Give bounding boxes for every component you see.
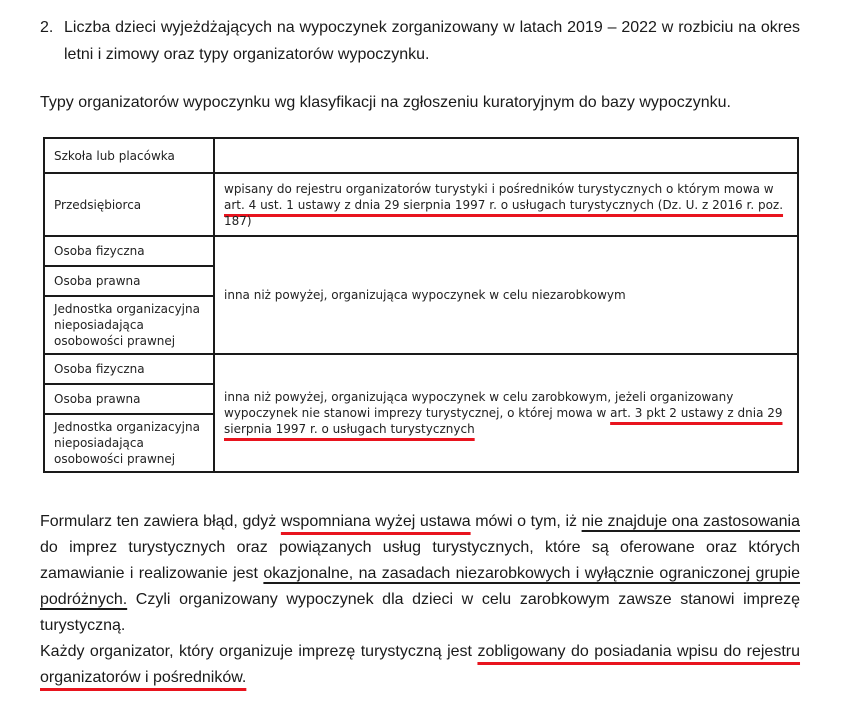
desc-cell [214,354,798,472]
table-row [44,354,798,384]
red-underlined-text: art. 3 pkt 2 ustawy z dnia 29 sierpnia 1997 r. o usługach turystycznych [224,406,783,436]
text-run: do imprez turystycznych oraz powiązanych usług turystycznych, które są oferowane oraz których zamawianie i realizowanie jest [40,539,800,582]
label-cell: Szkoła lub placówka [44,138,214,173]
section-heading [40,14,800,68]
table-row [44,236,798,266]
desc-cell [214,138,798,173]
desc-text: inna niż powyżej, organizująca wypoczynek w celu zarobkowym, jeżeli organizowany wypoczynek nie stanowi imprezy turystycznej, o której mowa w [224,390,734,420]
text-run: Formularz ten zawiera błąd, gdyż [40,513,281,530]
label-cell: Osoba fizyczna [44,236,214,266]
heading-number: 2. [40,19,54,36]
red-underlined-text: art. 4 ust. 1 ustawy z dnia 29 sierpnia 1997 r. o usługach turystycznych (Dz. U. z 2016 r. poz. [224,197,784,212]
red-underlined-text: wspomniana wyżej ustawa [280,513,471,530]
second-paragraph [40,639,800,691]
label-cell: Osoba prawna [44,384,214,414]
red-underlined-text: zobligowany do posiadania wpisu do rejestru organizatorów i pośredników. [40,643,801,686]
text-run: Każdy organizator, który organizuje imprezę turystyczną jest [40,643,478,660]
table-caption: Typy organizatorów wypoczynku wg klasyfikacji na zgłoszeniu kuratoryjnym do bazy wypoczynku. [40,94,731,111]
underlined-text: okazjonalne, na zasadach niezarobkowych i wyłącznie ograniczonej grupie podróżnych. [40,565,801,608]
label-cell: Jednostka organizacyjna nieposiadająca osobowości prawnej [44,414,214,472]
desc-cell [214,173,798,236]
label-cell: Osoba fizyczna [44,354,214,384]
underlined-text: nie znajduje ona zastosowania [581,513,800,530]
label-cell: Przedsiębiorca [44,173,214,236]
table-row [44,173,798,236]
commentary-paragraph [40,509,800,691]
text-run: mówi o tym, iż [470,513,582,530]
label-cell: Jednostka organizacyjna nieposiadająca osobowości prawnej [44,296,214,354]
text-run: Czyli organizowany wypoczynek dla dzieci w celu zarobkowym zawsze stanowi imprezę turystyczną. [40,591,800,634]
desc-cell: inna niż powyżej, organizująca wypoczynek w celu niezarobkowym [214,236,798,354]
organizer-types-table [43,137,799,473]
desc-text: 187) [224,213,252,228]
heading-text: Liczba dzieci wyjeżdżających na wypoczynek zorganizowany w latach 2019 – 2022 w rozbiciu na okres letni i zimowy oraz typy organizatorów wypoczynku. [64,19,800,63]
table-row [44,138,798,173]
desc-text: wpisany do rejestru organizatorów turystyki i pośredników turystycznych o którym mowa w [224,181,774,196]
label-cell: Osoba prawna [44,266,214,296]
